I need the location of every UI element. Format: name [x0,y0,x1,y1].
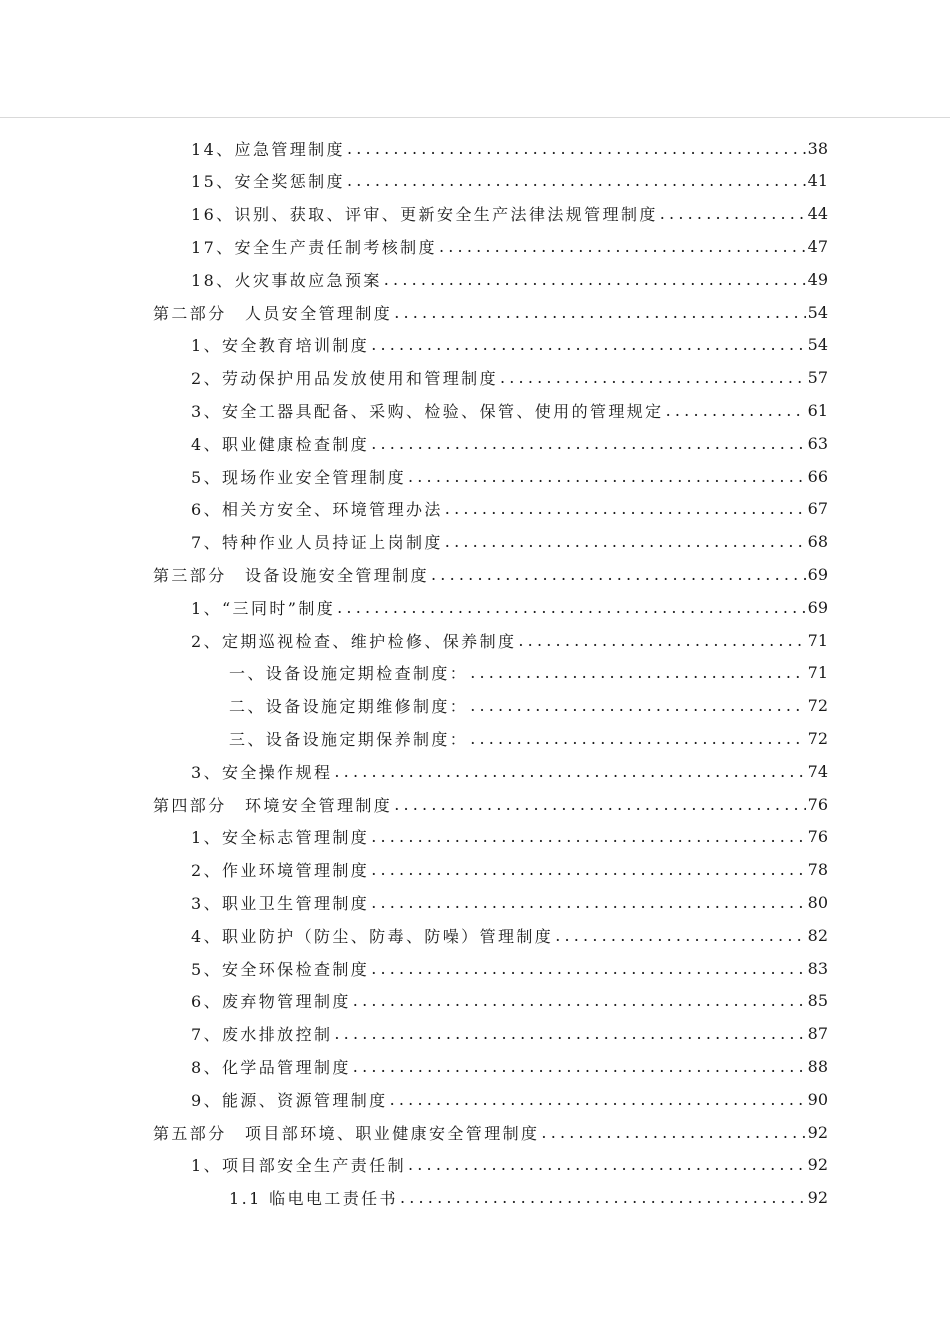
toc-page-number: 66 [807,466,828,486]
toc-entry[interactable] [191,919,828,951]
toc-page-number: 57 [807,368,828,388]
toc-dot-leader [394,303,805,322]
toc-entry[interactable] [191,821,828,853]
toc-page-number: 44 [807,204,828,224]
toc-dot-leader [408,467,806,486]
toc-dot-leader [660,204,806,223]
toc-page-number: 71 [807,663,828,683]
toc-dot-leader [470,729,805,748]
toc-entry[interactable] [191,394,828,426]
toc-page-number: 78 [807,860,828,880]
toc-dot-leader [371,434,805,453]
toc-dot-leader [371,959,805,978]
toc-entry-title: 1、安全标志管理制度 [191,828,370,848]
toc-dot-leader [408,1155,806,1174]
toc-entry-title: 8、化学品管理制度 [191,1057,351,1077]
toc-page-number: 90 [807,1089,828,1109]
toc-entry-title: 5、安全环保检查制度 [191,959,370,979]
toc-entry-title: 7、废水排放控制 [191,1025,333,1045]
toc-dot-leader [555,926,805,945]
toc-page-number: 71 [807,630,828,650]
toc-page-number: 85 [807,991,828,1011]
toc-entry-title: 三、设备设施定期保养制度： [229,729,469,749]
toc-entry-title: 第二部分 人员安全管理制度 [153,303,393,323]
toc-page-number: 54 [807,335,828,355]
toc-entry-title: 3、职业卫生管理制度 [191,893,370,913]
toc-dot-leader [334,1024,805,1043]
toc-entry[interactable] [191,526,828,558]
toc-page-number: 41 [807,171,828,191]
toc-page-number: 72 [807,696,828,716]
toc-page-number: 72 [807,728,828,748]
toc-entry-title: 14、应急管理制度 [191,139,345,159]
toc-entry-title: 9、能源、资源管理制度 [191,1090,388,1110]
toc-page-number: 47 [807,236,828,256]
toc-page-number: 49 [807,269,828,289]
header-rule [0,117,950,118]
toc-entry-title: 17、安全生产责任制考核制度 [191,237,437,257]
toc-dot-leader [518,631,805,650]
toc-entry[interactable] [191,198,828,230]
toc-dot-leader [400,1188,806,1207]
toc-entry[interactable] [191,952,828,984]
toc-dot-leader [470,696,805,715]
toc-page-number: 92 [807,1122,828,1142]
toc-page-number: 38 [807,138,828,158]
toc-entry[interactable] [191,1083,828,1115]
toc-dot-leader [353,991,806,1010]
toc-page-number: 54 [807,302,828,322]
toc-page-number: 67 [807,499,828,519]
toc-dot-leader [666,401,806,420]
toc-dot-leader [500,368,806,387]
toc-entry-title: 1、“三同时”制度 [191,598,336,618]
toc-dot-leader [371,335,805,354]
toc-dot-leader [445,532,806,551]
toc-entry[interactable] [191,1018,828,1050]
toc-entry[interactable] [191,854,828,886]
toc-entry[interactable] [191,362,828,394]
toc-page-number: 63 [807,433,828,453]
toc-entry[interactable] [191,165,828,197]
toc-subentry[interactable] [229,690,828,722]
toc-entry-title: 第五部分 项目部环境、职业健康安全管理制度 [153,1123,540,1143]
toc-page-number: 80 [807,892,828,912]
toc-entry[interactable] [191,263,828,295]
toc-dot-leader [353,1057,806,1076]
toc-entry[interactable] [191,132,828,164]
toc-entry[interactable] [191,886,828,918]
toc-entry-title: 3、安全工器具配备、采购、检验、保管、使用的管理规定 [191,401,664,421]
toc-page-number: 61 [807,400,828,420]
toc-part-heading[interactable] [153,296,828,328]
toc-entry-title: 3、安全操作规程 [191,762,333,782]
toc-entry-title: 4、职业健康检查制度 [191,434,370,454]
toc-entry-title: 6、相关方安全、环境管理办法 [191,500,443,520]
toc-page-number: 69 [807,564,828,584]
toc-part-heading[interactable] [153,788,828,820]
toc-page-number: 74 [807,761,828,781]
toc-part-heading[interactable] [153,558,828,590]
toc-entry-title: 1.1 临电电工责任书 [229,1189,398,1209]
toc-entry-title: 1、项目部安全生产责任制 [191,1156,406,1176]
toc-page-number: 87 [807,1024,828,1044]
toc-dot-leader [541,1123,805,1142]
toc-page-number: 68 [807,532,828,552]
toc-subentry[interactable] [229,657,828,689]
toc-entry-title: 第四部分 环境安全管理制度 [153,795,393,815]
toc-dot-leader [347,139,806,158]
toc-dot-leader [384,270,806,289]
toc-entry-title: 6、废弃物管理制度 [191,992,351,1012]
toc-dot-leader [394,795,805,814]
toc-dot-leader [431,565,806,584]
toc-entry[interactable] [191,591,828,623]
toc-page-number: 92 [807,1188,828,1208]
toc-dot-leader [445,499,806,518]
toc-entry[interactable] [191,1050,828,1082]
toc-entry[interactable] [191,624,828,656]
toc-dot-leader [390,1090,806,1109]
toc-entry-title: 4、职业防护（防尘、防毒、防噪）管理制度 [191,926,554,946]
toc-page-number: 82 [807,925,828,945]
toc-entry-title: 一、设备设施定期检查制度： [229,664,469,684]
toc-entry-title: 第三部分 设备设施安全管理制度 [153,565,430,585]
toc-page-number: 76 [807,827,828,847]
toc-entry-title: 2、劳动保护用品发放使用和管理制度 [191,369,498,389]
toc-dot-leader [470,663,805,682]
toc-page-number: 83 [807,958,828,978]
toc-subentry[interactable] [229,722,828,754]
toc-dot-leader [337,598,806,617]
toc-entry[interactable] [191,329,828,361]
toc-page-number: 69 [807,597,828,617]
toc-entry-title: 5、现场作业安全管理制度 [191,467,406,487]
toc-dot-leader [439,237,806,256]
toc-entry[interactable] [191,985,828,1017]
toc-entry[interactable] [191,427,828,459]
toc-subentry[interactable] [229,1182,828,1214]
toc-page-number: 76 [807,794,828,814]
toc-entry[interactable] [191,460,828,492]
toc-entry-title: 7、特种作业人员持证上岗制度 [191,533,443,553]
toc-entry-title: 16、识别、获取、评审、更新安全生产法律法规管理制度 [191,205,658,225]
toc-page-number: 88 [807,1056,828,1076]
toc-part-heading[interactable] [153,1116,828,1148]
toc-page-number: 92 [807,1155,828,1175]
toc-entry-title: 18、火灾事故应急预案 [191,270,382,290]
toc-entry-title: 二、设备设施定期维修制度： [229,697,469,717]
toc-entry[interactable] [191,755,828,787]
toc-entry[interactable] [191,1149,828,1181]
toc-entry-title: 2、定期巡视检查、维护检修、保养制度 [191,631,517,651]
toc-entry[interactable] [191,493,828,525]
toc-dot-leader [347,171,806,190]
toc-entry-title: 1、安全教育培训制度 [191,336,370,356]
toc-entry-title: 15、安全奖惩制度 [191,172,345,192]
toc-entry-title: 2、作业环境管理制度 [191,861,370,881]
toc-dot-leader [334,762,805,781]
toc-entry[interactable] [191,230,828,262]
toc-dot-leader [371,860,805,879]
toc-dot-leader [371,827,805,846]
toc-dot-leader [371,893,805,912]
